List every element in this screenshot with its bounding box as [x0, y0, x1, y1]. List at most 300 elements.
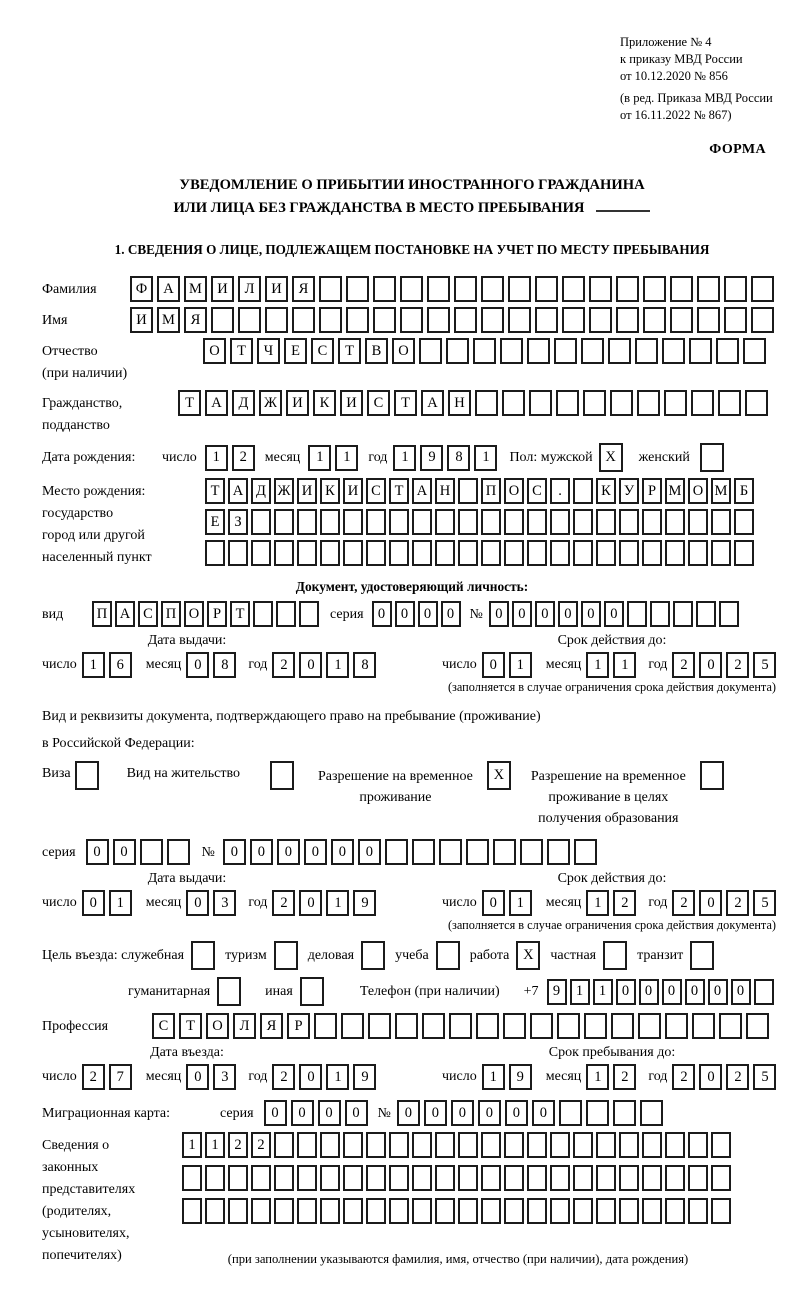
birthplace-cell[interactable] [734, 509, 754, 535]
surname-cell[interactable] [373, 276, 396, 302]
birthplace-cell[interactable] [274, 509, 294, 535]
doc-type-cell[interactable]: П [92, 601, 112, 627]
stay-year-cell[interactable]: 0 [699, 1064, 722, 1090]
doc-valid-year-cell[interactable]: 2 [672, 652, 695, 678]
citizenship-cell[interactable] [745, 390, 768, 416]
birthplace-cell[interactable] [435, 509, 455, 535]
birthplace-cell[interactable]: А [412, 478, 432, 504]
birthplace-cell[interactable] [688, 540, 708, 566]
entry-day-cell[interactable]: 2 [82, 1064, 105, 1090]
name-cell[interactable] [589, 307, 612, 333]
surname-cell[interactable] [400, 276, 423, 302]
doc-valid-year-cell[interactable]: 5 [753, 652, 776, 678]
birthplace-cell[interactable] [734, 540, 754, 566]
representative-cell[interactable] [688, 1165, 708, 1191]
birthplace-cell[interactable] [619, 509, 639, 535]
citizenship-cell[interactable] [502, 390, 525, 416]
citizenship-cell[interactable]: А [421, 390, 444, 416]
purpose-humanitarian-checkbox[interactable] [217, 977, 241, 1006]
birth-day-cell[interactable]: 2 [232, 445, 255, 471]
birth-month-cell[interactable]: 1 [308, 445, 331, 471]
surname-cell[interactable] [697, 276, 720, 302]
birthplace-cell[interactable] [481, 540, 501, 566]
purpose-other-checkbox[interactable] [300, 977, 324, 1006]
migcard-series-cell[interactable]: 0 [345, 1100, 368, 1126]
representative-cell[interactable] [297, 1198, 317, 1224]
birthplace-cell[interactable]: Б [734, 478, 754, 504]
profession-cell[interactable] [746, 1013, 769, 1039]
birthplace-cell[interactable] [527, 540, 547, 566]
birthplace-cell[interactable] [481, 509, 501, 535]
name-cell[interactable] [670, 307, 693, 333]
name-cell[interactable] [265, 307, 288, 333]
patronymic-cell[interactable]: Т [338, 338, 361, 364]
purpose-official-checkbox[interactable] [191, 941, 215, 970]
representative-cell[interactable] [527, 1132, 547, 1158]
representative-cell[interactable] [435, 1198, 455, 1224]
birthplace-cell[interactable] [343, 509, 363, 535]
patronymic-cell[interactable] [419, 338, 442, 364]
permit-number-cell[interactable]: 0 [277, 839, 300, 865]
representative-cell[interactable] [274, 1165, 294, 1191]
doc-type-cell[interactable]: Р [207, 601, 227, 627]
purpose-tourism-checkbox[interactable] [274, 941, 298, 970]
permit-valid-day-cell[interactable]: 1 [509, 890, 532, 916]
stay-year-cell[interactable]: 2 [726, 1064, 749, 1090]
doc-issue-month-cell[interactable]: 0 [186, 652, 209, 678]
permit-series-cell[interactable] [167, 839, 190, 865]
surname-cell[interactable] [319, 276, 342, 302]
doc-issue-year-cell[interactable]: 2 [272, 652, 295, 678]
profession-cell[interactable] [395, 1013, 418, 1039]
doc-type-cell[interactable]: Т [230, 601, 250, 627]
migcard-number-cell[interactable] [586, 1100, 609, 1126]
representative-cell[interactable] [320, 1132, 340, 1158]
entry-year-cell[interactable]: 1 [326, 1064, 349, 1090]
migcard-number-cell[interactable] [613, 1100, 636, 1126]
profession-cell[interactable] [476, 1013, 499, 1039]
doc-type-cell[interactable]: А [115, 601, 135, 627]
birthplace-cell[interactable]: С [366, 478, 386, 504]
representative-cell[interactable] [481, 1165, 501, 1191]
representative-cell[interactable] [504, 1198, 524, 1224]
citizenship-cell[interactable]: И [340, 390, 363, 416]
entry-year-cell[interactable]: 0 [299, 1064, 322, 1090]
birthplace-cell[interactable] [573, 509, 593, 535]
permit-valid-year-cell[interactable]: 5 [753, 890, 776, 916]
phone-digit-cell[interactable]: 0 [685, 979, 705, 1005]
birthplace-cell[interactable]: П [481, 478, 501, 504]
permit-series-cell[interactable]: 0 [113, 839, 136, 865]
surname-cell[interactable] [454, 276, 477, 302]
representative-cell[interactable] [435, 1132, 455, 1158]
permit-issue-month-cell[interactable]: 0 [186, 890, 209, 916]
patronymic-cell[interactable] [716, 338, 739, 364]
permit-number-cell[interactable] [385, 839, 408, 865]
doc-number-cell[interactable] [650, 601, 670, 627]
birthplace-cell[interactable] [596, 509, 616, 535]
representative-cell[interactable] [366, 1165, 386, 1191]
name-cell[interactable] [751, 307, 774, 333]
representative-cell[interactable] [688, 1132, 708, 1158]
representative-cell[interactable] [550, 1198, 570, 1224]
birth-month-cell[interactable]: 1 [335, 445, 358, 471]
entry-month-cell[interactable]: 3 [213, 1064, 236, 1090]
representative-cell[interactable] [619, 1165, 639, 1191]
surname-cell[interactable] [751, 276, 774, 302]
birthplace-cell[interactable] [688, 509, 708, 535]
representative-cell[interactable] [366, 1132, 386, 1158]
surname-cell[interactable]: А [157, 276, 180, 302]
representative-cell[interactable] [665, 1198, 685, 1224]
migcard-number-cell[interactable]: 0 [532, 1100, 555, 1126]
representative-cell[interactable] [642, 1198, 662, 1224]
doc-series-cell[interactable]: 0 [395, 601, 415, 627]
doc-type-cell[interactable] [299, 601, 319, 627]
surname-cell[interactable] [481, 276, 504, 302]
representative-cell[interactable] [435, 1165, 455, 1191]
citizenship-cell[interactable] [556, 390, 579, 416]
birthplace-cell[interactable]: Р [642, 478, 662, 504]
birthplace-cell[interactable]: И [343, 478, 363, 504]
representative-cell[interactable] [297, 1132, 317, 1158]
representative-cell[interactable] [320, 1198, 340, 1224]
patronymic-cell[interactable] [662, 338, 685, 364]
representative-cell[interactable] [389, 1132, 409, 1158]
doc-type-cell[interactable] [276, 601, 296, 627]
patronymic-cell[interactable] [554, 338, 577, 364]
permit-valid-year-cell[interactable]: 2 [726, 890, 749, 916]
birthplace-cell[interactable]: О [688, 478, 708, 504]
birthplace-cell[interactable]: Т [205, 478, 225, 504]
permit-number-cell[interactable] [520, 839, 543, 865]
birthplace-cell[interactable] [205, 540, 225, 566]
name-cell[interactable] [508, 307, 531, 333]
name-cell[interactable] [292, 307, 315, 333]
representative-cell[interactable]: 1 [205, 1132, 225, 1158]
name-cell[interactable] [211, 307, 234, 333]
purpose-business-checkbox[interactable] [361, 941, 385, 970]
patronymic-cell[interactable] [500, 338, 523, 364]
representative-cell[interactable]: 2 [251, 1132, 271, 1158]
representative-cell[interactable]: 2 [228, 1132, 248, 1158]
citizenship-cell[interactable] [664, 390, 687, 416]
phone-digit-cell[interactable]: 0 [731, 979, 751, 1005]
representative-cell[interactable] [320, 1165, 340, 1191]
representative-cell[interactable] [527, 1165, 547, 1191]
birthplace-cell[interactable] [412, 540, 432, 566]
permit-number-cell[interactable] [574, 839, 597, 865]
name-cell[interactable] [616, 307, 639, 333]
birthplace-cell[interactable] [458, 540, 478, 566]
birthplace-cell[interactable]: Д [251, 478, 271, 504]
patronymic-cell[interactable] [581, 338, 604, 364]
phone-digit-cell[interactable] [754, 979, 774, 1005]
birthplace-cell[interactable]: И [297, 478, 317, 504]
birth-day-cell[interactable]: 1 [205, 445, 228, 471]
doc-series-cell[interactable]: 0 [418, 601, 438, 627]
birthplace-cell[interactable] [297, 540, 317, 566]
migcard-number-cell[interactable] [559, 1100, 582, 1126]
profession-cell[interactable] [557, 1013, 580, 1039]
name-cell[interactable] [535, 307, 558, 333]
surname-cell[interactable] [562, 276, 585, 302]
representative-cell[interactable] [550, 1165, 570, 1191]
birthplace-cell[interactable] [642, 509, 662, 535]
birth-year-cell[interactable]: 1 [474, 445, 497, 471]
migcard-series-cell[interactable]: 0 [318, 1100, 341, 1126]
doc-valid-day-cell[interactable]: 1 [509, 652, 532, 678]
birthplace-cell[interactable] [619, 540, 639, 566]
representative-cell[interactable] [619, 1132, 639, 1158]
patronymic-cell[interactable]: В [365, 338, 388, 364]
doc-issue-year-cell[interactable]: 0 [299, 652, 322, 678]
birthplace-cell[interactable] [251, 540, 271, 566]
surname-cell[interactable] [508, 276, 531, 302]
representative-cell[interactable] [596, 1198, 616, 1224]
doc-valid-year-cell[interactable]: 0 [699, 652, 722, 678]
birthplace-cell[interactable] [527, 509, 547, 535]
representative-cell[interactable]: 1 [182, 1132, 202, 1158]
permit-valid-month-cell[interactable]: 2 [613, 890, 636, 916]
patronymic-cell[interactable] [473, 338, 496, 364]
representative-cell[interactable] [297, 1165, 317, 1191]
representative-cell[interactable] [412, 1165, 432, 1191]
birthplace-cell[interactable]: А [228, 478, 248, 504]
citizenship-cell[interactable]: С [367, 390, 390, 416]
representative-cell[interactable] [458, 1165, 478, 1191]
birthplace-cell[interactable] [573, 478, 593, 504]
patronymic-cell[interactable]: Е [284, 338, 307, 364]
representative-cell[interactable] [596, 1132, 616, 1158]
birthplace-cell[interactable]: Н [435, 478, 455, 504]
name-cell[interactable]: М [157, 307, 180, 333]
birthplace-cell[interactable] [665, 509, 685, 535]
representative-cell[interactable] [665, 1132, 685, 1158]
birthplace-cell[interactable]: Т [389, 478, 409, 504]
patronymic-cell[interactable] [527, 338, 550, 364]
representative-cell[interactable] [481, 1132, 501, 1158]
profession-cell[interactable]: С [152, 1013, 175, 1039]
stay-year-cell[interactable]: 5 [753, 1064, 776, 1090]
profession-cell[interactable] [638, 1013, 661, 1039]
surname-cell[interactable] [346, 276, 369, 302]
representative-cell[interactable] [573, 1198, 593, 1224]
representative-cell[interactable] [665, 1165, 685, 1191]
doc-type-cell[interactable]: П [161, 601, 181, 627]
citizenship-cell[interactable] [691, 390, 714, 416]
phone-digit-cell[interactable]: 1 [570, 979, 590, 1005]
birthplace-cell[interactable]: . [550, 478, 570, 504]
representative-cell[interactable] [251, 1165, 271, 1191]
representative-cell[interactable] [389, 1165, 409, 1191]
citizenship-cell[interactable] [475, 390, 498, 416]
purpose-private-checkbox[interactable] [603, 941, 627, 970]
citizenship-cell[interactable] [529, 390, 552, 416]
birth-year-cell[interactable]: 9 [420, 445, 443, 471]
birthplace-cell[interactable] [711, 509, 731, 535]
profession-cell[interactable]: Т [179, 1013, 202, 1039]
birthplace-cell[interactable] [297, 509, 317, 535]
stay-year-cell[interactable]: 2 [672, 1064, 695, 1090]
permit-valid-year-cell[interactable]: 0 [699, 890, 722, 916]
doc-issue-year-cell[interactable]: 1 [326, 652, 349, 678]
sex-female-checkbox[interactable] [700, 443, 724, 472]
patronymic-cell[interactable]: О [392, 338, 415, 364]
birthplace-cell[interactable]: О [504, 478, 524, 504]
phone-digit-cell[interactable]: 1 [593, 979, 613, 1005]
doc-valid-year-cell[interactable]: 2 [726, 652, 749, 678]
representative-cell[interactable] [619, 1198, 639, 1224]
visa-checkbox[interactable] [75, 761, 99, 790]
representative-cell[interactable] [504, 1132, 524, 1158]
patronymic-cell[interactable] [635, 338, 658, 364]
citizenship-cell[interactable] [610, 390, 633, 416]
representative-cell[interactable] [182, 1198, 202, 1224]
citizenship-cell[interactable] [718, 390, 741, 416]
permit-series-cell[interactable] [140, 839, 163, 865]
patronymic-cell[interactable]: О [203, 338, 226, 364]
citizenship-cell[interactable]: И [286, 390, 309, 416]
purpose-study-checkbox[interactable] [436, 941, 460, 970]
representative-cell[interactable] [711, 1165, 731, 1191]
doc-number-cell[interactable] [673, 601, 693, 627]
permit-number-cell[interactable] [547, 839, 570, 865]
name-cell[interactable] [400, 307, 423, 333]
patronymic-cell[interactable]: Т [230, 338, 253, 364]
representative-cell[interactable] [389, 1198, 409, 1224]
birth-year-cell[interactable]: 1 [393, 445, 416, 471]
surname-cell[interactable]: М [184, 276, 207, 302]
patronymic-cell[interactable] [689, 338, 712, 364]
migcard-number-cell[interactable]: 0 [505, 1100, 528, 1126]
representative-cell[interactable] [182, 1165, 202, 1191]
name-cell[interactable] [238, 307, 261, 333]
name-cell[interactable] [643, 307, 666, 333]
doc-number-cell[interactable]: 0 [512, 601, 532, 627]
citizenship-cell[interactable]: К [313, 390, 336, 416]
stay-month-cell[interactable]: 2 [613, 1064, 636, 1090]
permit-number-cell[interactable] [466, 839, 489, 865]
birthplace-cell[interactable]: К [320, 478, 340, 504]
profession-cell[interactable]: О [206, 1013, 229, 1039]
profession-cell[interactable]: Я [260, 1013, 283, 1039]
birthplace-cell[interactable]: У [619, 478, 639, 504]
profession-cell[interactable] [719, 1013, 742, 1039]
birthplace-cell[interactable] [228, 540, 248, 566]
birthplace-cell[interactable] [320, 509, 340, 535]
migcard-number-cell[interactable]: 0 [424, 1100, 447, 1126]
doc-number-cell[interactable] [627, 601, 647, 627]
permit-number-cell[interactable]: 0 [250, 839, 273, 865]
representative-cell[interactable] [366, 1198, 386, 1224]
birthplace-cell[interactable] [366, 509, 386, 535]
sex-male-checkbox[interactable]: X [599, 443, 623, 472]
surname-cell[interactable]: Я [292, 276, 315, 302]
doc-valid-month-cell[interactable]: 1 [586, 652, 609, 678]
surname-cell[interactable] [616, 276, 639, 302]
representative-cell[interactable] [274, 1132, 294, 1158]
entry-day-cell[interactable]: 7 [109, 1064, 132, 1090]
birthplace-cell[interactable] [412, 509, 432, 535]
doc-valid-day-cell[interactable]: 0 [482, 652, 505, 678]
stay-day-cell[interactable]: 9 [509, 1064, 532, 1090]
birthplace-cell[interactable] [550, 540, 570, 566]
birthplace-cell[interactable] [389, 509, 409, 535]
profession-cell[interactable] [611, 1013, 634, 1039]
patronymic-cell[interactable]: С [311, 338, 334, 364]
birthplace-cell[interactable]: С [527, 478, 547, 504]
profession-cell[interactable] [665, 1013, 688, 1039]
representative-cell[interactable] [343, 1132, 363, 1158]
birthplace-cell[interactable] [665, 540, 685, 566]
rvp-edu-checkbox[interactable] [700, 761, 724, 790]
name-cell[interactable] [373, 307, 396, 333]
representative-cell[interactable] [228, 1165, 248, 1191]
permit-issue-day-cell[interactable]: 1 [109, 890, 132, 916]
name-cell[interactable] [724, 307, 747, 333]
representative-cell[interactable] [228, 1198, 248, 1224]
migcard-series-cell[interactable]: 0 [264, 1100, 287, 1126]
representative-cell[interactable] [642, 1165, 662, 1191]
permit-valid-year-cell[interactable]: 2 [672, 890, 695, 916]
patronymic-cell[interactable] [743, 338, 766, 364]
profession-cell[interactable] [584, 1013, 607, 1039]
phone-digit-cell[interactable]: 0 [662, 979, 682, 1005]
surname-cell[interactable] [670, 276, 693, 302]
permit-number-cell[interactable] [412, 839, 435, 865]
representative-cell[interactable] [573, 1165, 593, 1191]
doc-issue-day-cell[interactable]: 1 [82, 652, 105, 678]
birth-year-cell[interactable]: 8 [447, 445, 470, 471]
representative-cell[interactable] [343, 1165, 363, 1191]
permit-number-cell[interactable] [493, 839, 516, 865]
birthplace-cell[interactable] [274, 540, 294, 566]
representative-cell[interactable] [550, 1132, 570, 1158]
purpose-work-checkbox[interactable]: X [516, 941, 540, 970]
birthplace-cell[interactable] [642, 540, 662, 566]
birthplace-cell[interactable]: З [228, 509, 248, 535]
name-cell[interactable] [481, 307, 504, 333]
birthplace-cell[interactable] [343, 540, 363, 566]
doc-type-cell[interactable] [253, 601, 273, 627]
migcard-series-cell[interactable]: 0 [291, 1100, 314, 1126]
doc-number-cell[interactable]: 0 [581, 601, 601, 627]
representative-cell[interactable] [642, 1132, 662, 1158]
phone-digit-cell[interactable]: 0 [639, 979, 659, 1005]
phone-digit-cell[interactable]: 0 [616, 979, 636, 1005]
birthplace-cell[interactable] [320, 540, 340, 566]
name-cell[interactable] [319, 307, 342, 333]
name-cell[interactable] [346, 307, 369, 333]
representative-cell[interactable] [527, 1198, 547, 1224]
permit-number-cell[interactable]: 0 [331, 839, 354, 865]
doc-number-cell[interactable]: 0 [489, 601, 509, 627]
migcard-number-cell[interactable] [640, 1100, 663, 1126]
profession-cell[interactable] [368, 1013, 391, 1039]
representative-cell[interactable] [205, 1198, 225, 1224]
surname-cell[interactable] [724, 276, 747, 302]
representative-cell[interactable] [711, 1198, 731, 1224]
representative-cell[interactable] [343, 1198, 363, 1224]
permit-issue-year-cell[interactable]: 2 [272, 890, 295, 916]
birthplace-cell[interactable] [366, 540, 386, 566]
doc-number-cell[interactable] [719, 601, 739, 627]
permit-series-cell[interactable]: 0 [86, 839, 109, 865]
permit-number-cell[interactable]: 0 [304, 839, 327, 865]
citizenship-cell[interactable]: Т [178, 390, 201, 416]
entry-month-cell[interactable]: 0 [186, 1064, 209, 1090]
